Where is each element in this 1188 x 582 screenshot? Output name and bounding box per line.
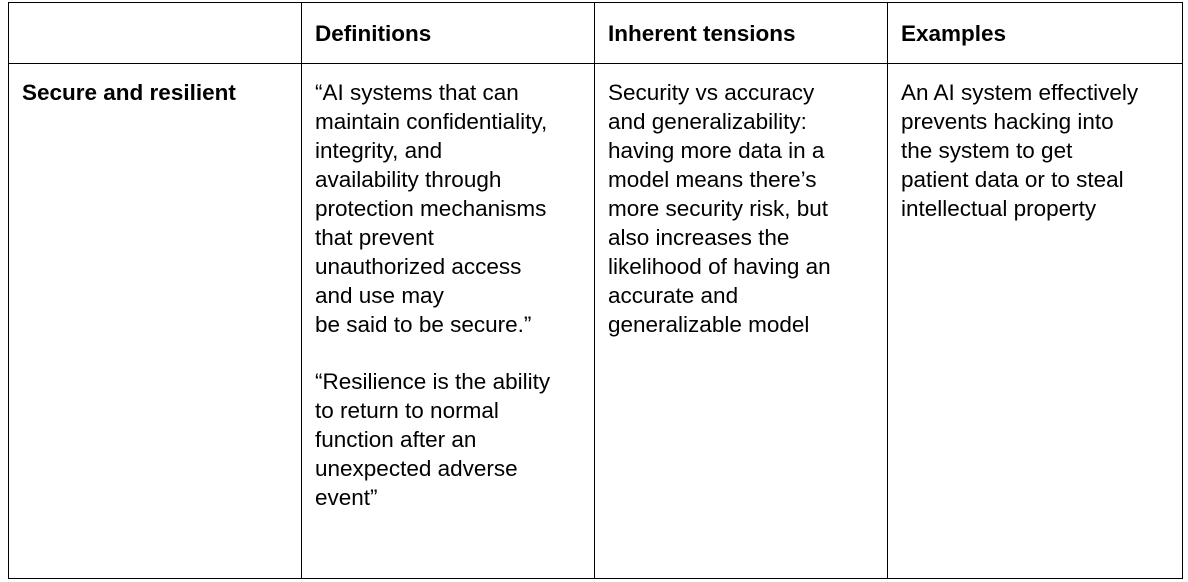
table-row [9, 64, 1183, 579]
row-label: Secure and resilient [22, 80, 236, 105]
header-label-empty [9, 3, 301, 19]
comparison-table [8, 2, 1183, 579]
definition-resilience: “Resilience is the ability to return to normal function after an unexpected adverse event” [315, 369, 551, 510]
examples-cell [888, 64, 1183, 579]
header-label-examples: Examples [901, 21, 1007, 46]
tensions-text: Security vs accuracy and generalizability: having more data in a model means there’s more security risk, but also increases the likelihood of having an accurate and generalizable model [608, 80, 831, 337]
definitions-cell [302, 64, 595, 579]
row-label-cell [9, 64, 302, 579]
tensions-cell [595, 64, 888, 579]
header-cell-definitions [302, 3, 595, 64]
header-cell-examples [888, 3, 1183, 64]
table-header-row [9, 3, 1183, 64]
header-label-definitions: Definitions [315, 21, 432, 46]
header-cell-tensions [595, 3, 888, 64]
header-label-tensions: Inherent tensions [608, 21, 796, 46]
definition-secure: “AI systems that can maintain confidentiality, integrity, and availability through protection mechanisms that prevent unauthorized access and use may be said to be secure.” [315, 80, 548, 337]
examples-text: An AI system effectively prevents hacking into the system to get patient data or to steal intellectual property [901, 80, 1139, 221]
header-cell-empty [9, 3, 302, 64]
